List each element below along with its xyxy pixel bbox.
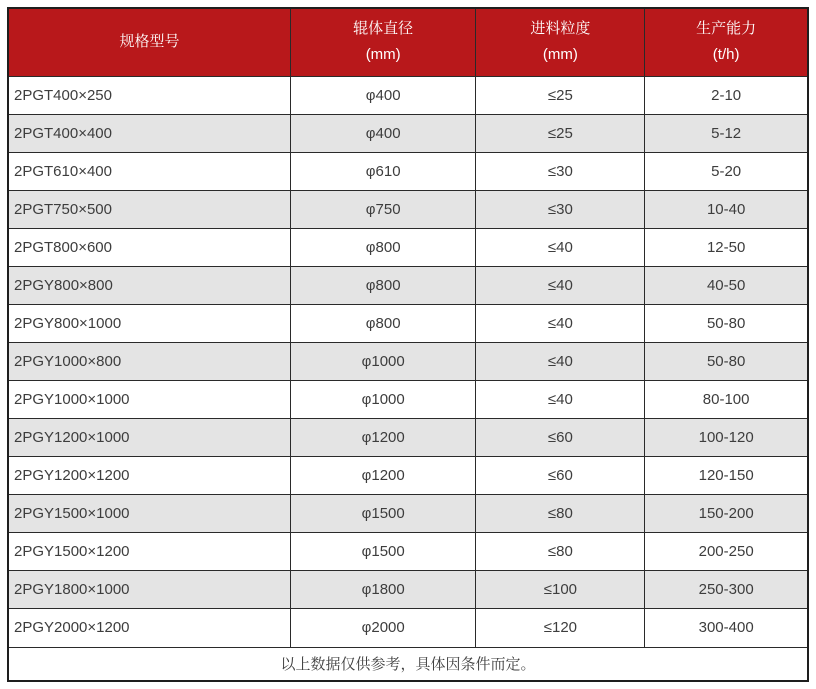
spec-table [7, 7, 809, 682]
cell-capacity: 5-12 [645, 114, 808, 152]
column-unit: (mm) [542, 46, 578, 64]
column-title: 进料粒度 [530, 20, 591, 38]
column-title: 规格型号 [119, 33, 180, 51]
cell-capacity: 80-100 [645, 381, 808, 419]
column-unit: (mm) [365, 46, 401, 64]
cell-roller-diameter: φ750 [290, 190, 476, 228]
footer-row [8, 647, 808, 681]
cell-roller-diameter: φ400 [290, 76, 476, 114]
table-footnote: 以上数据仅供参考，具体因条件而定。 [8, 647, 808, 681]
cell-feed-size: ≤30 [476, 152, 645, 190]
cell-model: 2PGY1000×800 [8, 342, 290, 380]
table-row [8, 76, 808, 114]
column-header-roller-diameter [290, 8, 476, 76]
cell-feed-size: ≤60 [476, 419, 645, 457]
table-row [8, 266, 808, 304]
cell-feed-size: ≤120 [476, 609, 645, 647]
cell-capacity: 40-50 [645, 266, 808, 304]
cell-roller-diameter: φ1000 [290, 342, 476, 380]
column-header-capacity [645, 8, 808, 76]
cell-capacity: 12-50 [645, 228, 808, 266]
table-row [8, 609, 808, 647]
header-row [8, 8, 808, 76]
table-row [8, 152, 808, 190]
column-header-feed-size [476, 8, 645, 76]
table-header [8, 8, 808, 76]
cell-model: 2PGY1200×1200 [8, 457, 290, 495]
cell-model: 2PGT400×250 [8, 76, 290, 114]
cell-feed-size: ≤25 [476, 114, 645, 152]
cell-roller-diameter: φ610 [290, 152, 476, 190]
table-row [8, 304, 808, 342]
table-row [8, 495, 808, 533]
cell-capacity: 250-300 [645, 571, 808, 609]
cell-capacity: 120-150 [645, 457, 808, 495]
cell-feed-size: ≤40 [476, 304, 645, 342]
cell-capacity: 150-200 [645, 495, 808, 533]
column-title: 生产能力 [696, 20, 757, 38]
cell-roller-diameter: φ400 [290, 114, 476, 152]
table-row [8, 114, 808, 152]
cell-roller-diameter: φ1500 [290, 533, 476, 571]
cell-feed-size: ≤80 [476, 495, 645, 533]
table-row [8, 342, 808, 380]
cell-model: 2PGT400×400 [8, 114, 290, 152]
cell-capacity: 200-250 [645, 533, 808, 571]
cell-roller-diameter: φ1200 [290, 457, 476, 495]
cell-feed-size: ≤80 [476, 533, 645, 571]
cell-roller-diameter: φ2000 [290, 609, 476, 647]
column-unit: (t/h) [712, 46, 740, 64]
table-row [8, 381, 808, 419]
cell-model: 2PGY1800×1000 [8, 571, 290, 609]
cell-roller-diameter: φ1500 [290, 495, 476, 533]
cell-model: 2PGT800×600 [8, 228, 290, 266]
table-row [8, 533, 808, 571]
table-row [8, 457, 808, 495]
column-title: 辊体直径 [353, 20, 414, 38]
cell-feed-size: ≤40 [476, 342, 645, 380]
cell-capacity: 2-10 [645, 76, 808, 114]
cell-model: 2PGY1500×1200 [8, 533, 290, 571]
cell-roller-diameter: φ800 [290, 228, 476, 266]
table-row [8, 571, 808, 609]
cell-feed-size: ≤25 [476, 76, 645, 114]
cell-capacity: 5-20 [645, 152, 808, 190]
cell-capacity: 50-80 [645, 304, 808, 342]
table-row [8, 419, 808, 457]
cell-model: 2PGT610×400 [8, 152, 290, 190]
cell-model: 2PGT750×500 [8, 190, 290, 228]
cell-feed-size: ≤30 [476, 190, 645, 228]
cell-model: 2PGY1500×1000 [8, 495, 290, 533]
cell-feed-size: ≤40 [476, 228, 645, 266]
cell-model: 2PGY1000×1000 [8, 381, 290, 419]
cell-roller-diameter: φ800 [290, 266, 476, 304]
table-row [8, 190, 808, 228]
cell-roller-diameter: φ1800 [290, 571, 476, 609]
cell-model: 2PGY800×800 [8, 266, 290, 304]
cell-capacity: 100-120 [645, 419, 808, 457]
cell-model: 2PGY800×1000 [8, 304, 290, 342]
cell-model: 2PGY2000×1200 [8, 609, 290, 647]
cell-roller-diameter: φ800 [290, 304, 476, 342]
cell-roller-diameter: φ1000 [290, 381, 476, 419]
cell-capacity: 300-400 [645, 609, 808, 647]
cell-capacity: 50-80 [645, 342, 808, 380]
cell-model: 2PGY1200×1000 [8, 419, 290, 457]
table-row [8, 228, 808, 266]
cell-feed-size: ≤40 [476, 266, 645, 304]
column-header-model [8, 8, 290, 76]
table-body [8, 76, 808, 647]
cell-roller-diameter: φ1200 [290, 419, 476, 457]
cell-feed-size: ≤60 [476, 457, 645, 495]
cell-feed-size: ≤100 [476, 571, 645, 609]
cell-capacity: 10-40 [645, 190, 808, 228]
cell-feed-size: ≤40 [476, 381, 645, 419]
